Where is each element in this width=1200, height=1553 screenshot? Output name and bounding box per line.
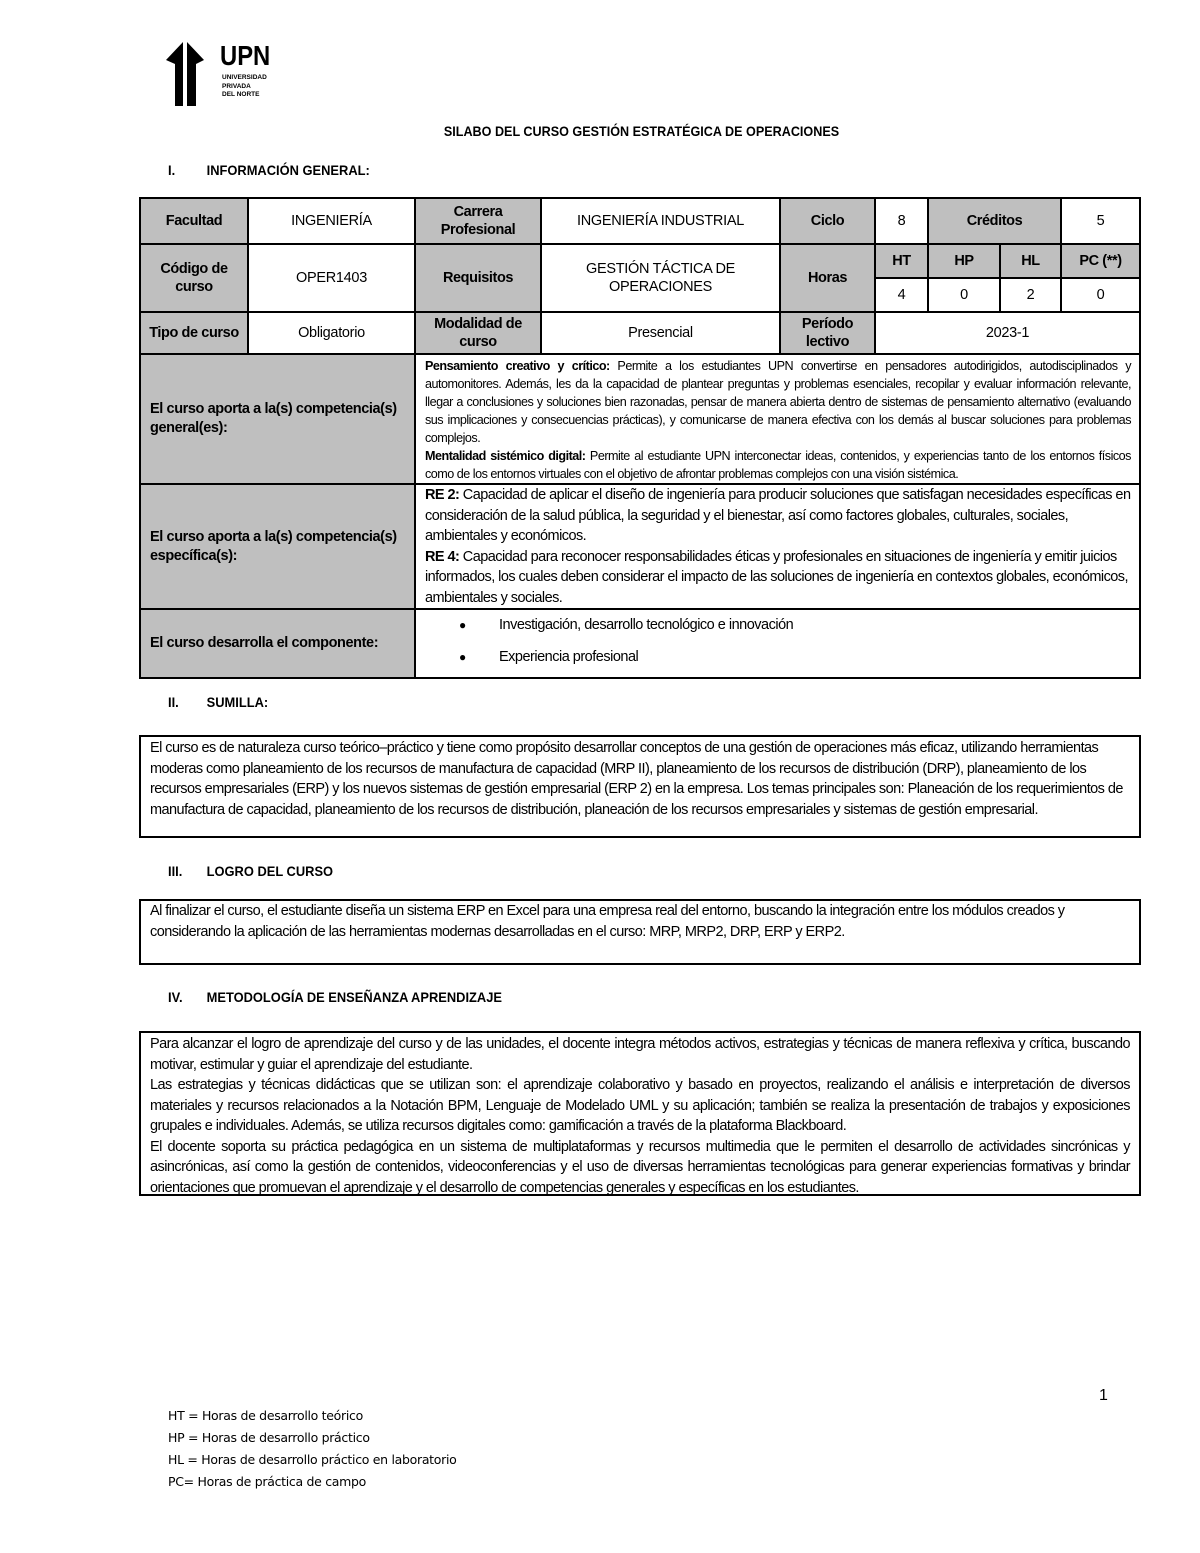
metodologia-paragraph: Las estrategias y técnicas didácticas que se utilizan son: el aprendizaje colaborativo y basado en proyectos, realizando el análisis e interpretación de diversos materiales y recursos relacionados a la Notación BPM, Lenguaje de Modelado UML y su aplicación; también se realiza la presentación de trabajos y exposiciones grupales e individuales. Además, se utiliza recursos digitales como: gamificación a través de la plataforma Blackboard. [150,1077,1130,1134]
creditos-value: 5 [1061,198,1140,244]
componente-label: El curso desarrolla el componente: [140,609,415,678]
list-item: ● Investigación, desarrollo tecnológico e innovación [419,613,1136,645]
tipo-label: Tipo de curso [140,312,248,354]
componente-list [419,613,1136,677]
comp-especifica-label: El curso aporta a la(s) competencia(s) específica(s): [140,484,415,609]
hl-value: 2 [1000,278,1061,312]
footnote-hp: HP = Horas de desarrollo práctico [168,1430,370,1445]
requisitos-value: GESTIÓN TÁCTICA DE OPERACIONES [541,244,780,312]
general-info-table [139,197,1141,679]
hl-label: HL [1000,244,1061,278]
codigo-value: OPER1403 [248,244,415,312]
carrera-label: Carrera Profesional [415,198,541,244]
metodologia-box [139,1031,1141,1196]
pc-label: PC (**) [1061,244,1140,278]
upn-arrow-icon [166,42,216,108]
bullet-icon: ● [459,650,466,664]
horas-label: Horas [780,244,875,312]
section-heading-metodologia: IV. METODOLOGÍA DE ENSEÑANZA APRENDIZAJE [168,989,502,1005]
bullet-icon: ● [459,618,466,632]
modalidad-label: Modalidad de curso [415,312,541,354]
ht-label: HT [875,244,928,278]
footnote-hl: HL = Horas de desarrollo práctico en laboratorio [168,1452,457,1467]
page-number: 1 [1099,1387,1108,1404]
footnote-ht: HT = Horas de desarrollo teórico [168,1408,363,1423]
logro-box: Al finalizar el curso, el estudiante diseña un sistema ERP en Excel para una empresa real del entorno, buscando la integración entre los módulos creados y considerando la aplicación de las herramientas modernas desarrolladas en el curso: MRP, MRP2, DRP, ERP y ERP2. [139,899,1141,965]
comp-especifica-text: RE 2: Capacidad de aplicar el diseño de ingeniería para producir soluciones que satisfagan necesidades específicas en consideración de la salud pública, la seguridad y el bienestar, así como factores globales, culturales, sociales, ambientales y económicos. RE 4: Capacidad para reconocer responsabilidades éticas y profesionales en situaciones de ingeniería y emitir juicios informados, los cuales deben considerar el impacto de las soluciones de ingeniería en contextos globales, económicos, ambientales y sociales. [415,484,1140,609]
periodo-label: Período lectivo [780,312,875,354]
creditos-label: Créditos [928,198,1061,244]
requisitos-label: Requisitos [415,244,541,312]
modalidad-value: Presencial [541,312,780,354]
hp-label: HP [928,244,1000,278]
document-title: SILABO DEL CURSO GESTIÓN ESTRATÉGICA DE OPERACIONES [443,123,840,139]
section-heading-logro: III. LOGRO DEL CURSO [168,863,334,879]
footnote-pc: PC= Horas de práctica de campo [168,1474,367,1489]
facultad-value: INGENIERÍA [248,198,415,244]
logo-brand: UPN [220,40,271,71]
pc-value: 0 [1061,278,1140,312]
metodologia-paragraph: Para alcanzar el logro de aprendizaje del curso y de las unidades, el docente integra métodos activos, estrategias y técnicas de manera reflexiva y crítica, buscando motivar, estimular y guiar el aprendizaje del estudiante. [150,1036,1130,1073]
ciclo-value: 8 [875,198,928,244]
upn-logo [166,40,276,110]
tipo-value: Obligatorio [248,312,415,354]
periodo-value: 2023-1 [875,312,1140,354]
codigo-label: Código de curso [140,244,248,312]
carrera-value: INGENIERÍA INDUSTRIAL [541,198,780,244]
facultad-label: Facultad [140,198,248,244]
section-heading-sumilla: II. SUMILLA: [168,694,269,710]
hp-value: 0 [928,278,1000,312]
list-item: ● Experiencia profesional [419,645,1136,677]
sumilla-box: El curso es de naturaleza curso teórico–práctico y tiene como propósito desarrollar conceptos de una gestión de operaciones más eficaz, utilizando herramientas moderas como planeamiento de los recursos de manufactura de capacidad (MRP II), planeamiento de los recursos de distribución (DRP), planeamiento de los recursos empresariales (ERP) y los nuevos sistemas de gestión empresarial (ERP 2) en la empresa. Los temas principales son: Planeación de los requerimientos de manufactura de capacidad, planeamiento de los recursos de distribución, planeación de los recursos empresariales y sistemas de gestión empresarial. [139,735,1141,838]
comp-general-label: El curso aporta a la(s) competencia(s) general(es): [140,354,415,484]
section-heading-general: I. INFORMACIÓN GENERAL: [168,162,370,178]
ciclo-label: Ciclo [780,198,875,244]
logo-subtitle: UNIVERSIDAD PRIVADA DEL NORTE [222,74,267,98]
comp-general-text: Pensamiento creativo y crítico: Permite a los estudiantes UPN convertirse en pensadores autodirigidos, autodisciplinados y automonitores. Además, les da la capacidad de plantear preguntas y problemas esenciales, recopilar y evaluar información relevante, llegar a conclusiones y soluciones bien razonadas, pensar de manera abierta dentro de sistemas de pensamiento alternativo (evaluando sus implicaciones y consecuencias prácticas), y comunicarse de manera efectiva con los demás al buscar soluciones para problemas complejos. Mentalidad sistémico digital: Permite al estudiante UPN interconectar ideas, contenidos, y experiencias tanto de los entornos físicos como de los entornos virtuales con el objetivo de afrontar problemas complejos con una visión sistémica. [415,354,1140,484]
componente-list-cell [415,609,1140,678]
metodologia-paragraph: El docente soporta su práctica pedagógica en un sistema de multiplataformas y recursos multimedia que le permiten el desarrollo de actividades sincrónicas y asincrónicas, así como la gestión de contenidos, videoconferencias y el uso de diversas herramientas tecnológicas para generar experiencias formativas y brindar orientaciones que promuevan el aprendizaje y el desarrollo de competencias generales y específicas en los estudiantes. [150,1138,1130,1196]
ht-value: 4 [875,278,928,312]
